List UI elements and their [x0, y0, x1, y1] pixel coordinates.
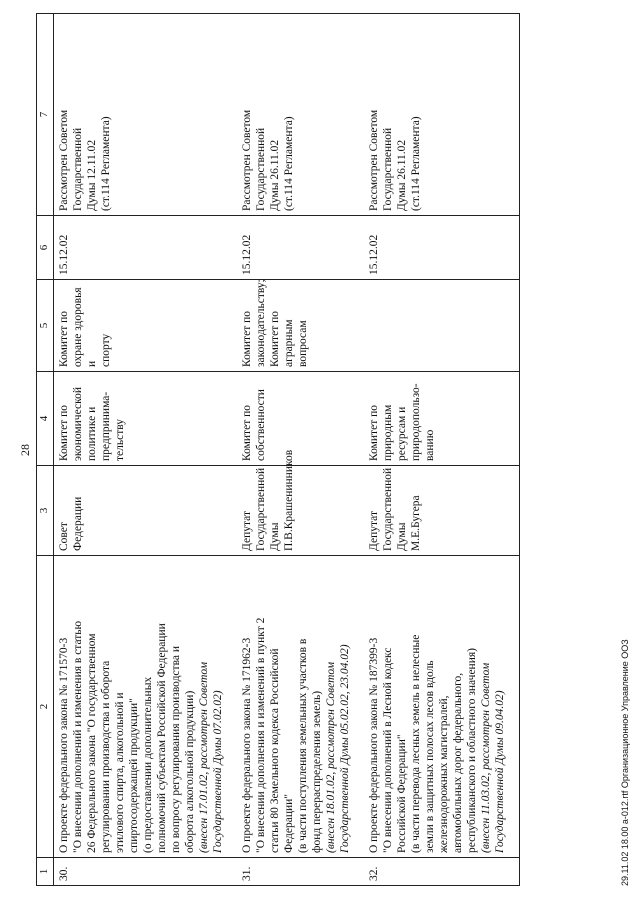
column-header: 5: [37, 280, 54, 372]
status-line: Думы 26.11.02: [269, 139, 282, 211]
status-line: Рассмотрен Советом: [58, 109, 70, 211]
bill-note-line: (внесен 18.01.02, рассмотрен Советом: [325, 661, 338, 853]
bill-title-cell: [364, 556, 520, 858]
bill-title-line: Российской Федерации": [396, 734, 409, 853]
status-line: Думы 26.11.02: [396, 139, 409, 211]
bill-title-line: земли в защитных полосах лесов вдоль: [424, 660, 437, 853]
status-cell: [364, 14, 520, 216]
table-row: [237, 14, 364, 886]
co-executor-line: аграрным: [283, 319, 296, 367]
committee-line: ванию: [424, 429, 437, 461]
bill-title-line: фонд перераспределения земель): [311, 690, 324, 853]
committee-line: тельству: [114, 418, 127, 461]
bill-title-line: "О внесении дополнения и изменений в пункт 2: [255, 617, 268, 853]
bill-title-line: (о предоставлении дополнительных: [142, 676, 155, 853]
column-header: 3: [37, 466, 54, 556]
status-line: Думы 12.11.02: [86, 139, 99, 211]
author-cell: [364, 466, 520, 556]
author-cell: [54, 466, 238, 556]
status-line: Государственной: [255, 127, 268, 211]
committee-line: природопользо-: [410, 383, 423, 461]
bill-title-line: статьи 80 Земельного кодекса Российской: [269, 648, 282, 853]
bill-title-line: (в части перевода лесных земель в нелесные: [410, 634, 423, 853]
bill-title-line: этилового спирта, алкогольной и: [114, 692, 127, 853]
bill-title-line: полномочий субъектам Российской Федерации: [156, 623, 169, 853]
co-executor-line: охране здоровья и: [72, 287, 99, 367]
bill-title-cell: [54, 556, 238, 858]
bill-note-line: (внесен 17.01.02, рассмотрен Советом: [198, 661, 211, 853]
status-line: Государственной: [72, 127, 85, 211]
author-line: Депутат: [241, 511, 254, 551]
author-line: Депутат: [368, 511, 381, 551]
table-row: [54, 14, 238, 886]
column-header: 1: [37, 858, 54, 886]
bill-title-cell: [237, 556, 364, 858]
status-cell: [54, 14, 238, 216]
author-line: П.В.Крашенинников: [283, 449, 296, 551]
date-cell: 15.12.02: [364, 216, 520, 280]
bill-note-line: Государственной Думы 07.02.02): [212, 690, 225, 853]
co-executor-cell: [237, 280, 364, 372]
bill-title-line: "О внесении дополнений в Лесной кодекс: [382, 647, 395, 853]
co-executor-cell: [364, 280, 520, 372]
committee-line: предпринима-: [100, 391, 113, 461]
status-cell: [237, 14, 364, 216]
bill-title-line: республиканского и областного значения): [466, 648, 479, 853]
row-number: 32.: [364, 858, 520, 886]
co-executor-line: законодательству;: [255, 279, 268, 367]
committee-line: Комитет по: [368, 405, 381, 461]
status-line: Рассмотрен Советом: [241, 109, 254, 211]
row-number: 31.: [237, 858, 364, 886]
author-line: Думы: [396, 522, 409, 551]
committee-line: собственности: [255, 389, 268, 461]
author-line: Государственной: [255, 467, 268, 551]
column-header: 4: [37, 372, 54, 466]
author-cell: [237, 449, 364, 556]
column-header: 6: [37, 216, 54, 280]
bill-title-line: Федерации": [283, 793, 296, 853]
committee-line: Комитет по: [58, 405, 70, 461]
author-line: Государственной: [382, 467, 395, 551]
co-executor-line: Комитет по: [241, 311, 254, 367]
author-line: Думы: [269, 522, 282, 551]
bill-title-line: регулировании производства и оборота: [100, 660, 113, 853]
status-line: (ст.114 Регламента): [100, 116, 113, 211]
responsible-committee-cell: [364, 372, 520, 466]
author-line: М.Е.Бугера: [410, 495, 423, 551]
responsible-committee-cell: [237, 372, 364, 466]
page-footer: 29.11.02 18.00 a-012.rtf Организационное Управление ООЗ: [620, 639, 630, 886]
column-header: 7: [37, 14, 54, 216]
date-cell: 15.12.02: [237, 216, 364, 280]
date-cell: 15.12.02: [54, 216, 238, 280]
bill-title-line: О проекте федерального закона № 171570-3: [58, 637, 70, 853]
committee-line: политике и: [86, 406, 99, 461]
column-header: 2: [37, 556, 54, 858]
bill-title-line: 26 Федерального закона "О государственном: [86, 633, 99, 853]
bills-table: [36, 13, 520, 886]
status-line: Рассмотрен Советом: [368, 109, 381, 211]
bill-note-line: Государственной Думы 09.04.02): [494, 690, 507, 853]
bill-title-line: О проекте федерального закона № 187399-3: [368, 637, 381, 853]
committee-line: природным: [382, 404, 395, 461]
status-line: Государственной: [382, 127, 395, 211]
committee-line: экономической: [72, 387, 85, 461]
committee-line: ресурсам и: [396, 406, 409, 461]
table-header-row: [37, 14, 54, 886]
status-line: (ст.114 Регламента): [283, 116, 296, 211]
bill-note-line: Государственной Думы 05.02.02, 23.04.02): [339, 644, 352, 853]
co-executor-line: Комитет по: [58, 311, 70, 367]
bill-title-line: оборота алкогольной продукции): [184, 690, 197, 853]
bill-title-line: железнодорожных магистралей,: [438, 695, 451, 853]
bill-note-line: (внесен 11.03.02, рассмотрен Советом: [480, 662, 493, 853]
page-number: 28: [18, 444, 32, 456]
co-executor-line: Комитет по: [269, 311, 282, 367]
row-number: 30.: [54, 858, 238, 886]
co-executor-line: спорту: [100, 333, 113, 367]
author-line: Совет Федерации: [58, 496, 85, 551]
bill-title-line: (в части поступления земельных участков в: [297, 638, 310, 853]
co-executor-line: вопросам: [297, 320, 310, 367]
table-row: [364, 14, 520, 886]
co-executor-cell: [54, 280, 238, 372]
status-line: (ст.114 Регламента): [410, 116, 423, 211]
bill-title-line: автомобильных дорог федерального,: [452, 672, 465, 853]
bill-title-line: по вопросу регулирования производства и: [170, 646, 183, 853]
bill-title-line: О проекте федерального закона № 171962-3: [241, 637, 254, 853]
bill-title-line: спиртосодержащей продукции": [128, 698, 141, 853]
committee-line: Комитет по: [241, 405, 254, 461]
responsible-committee-cell: [54, 372, 238, 466]
bill-title-line: "О внесении дополнений и изменения в статью: [72, 620, 85, 853]
